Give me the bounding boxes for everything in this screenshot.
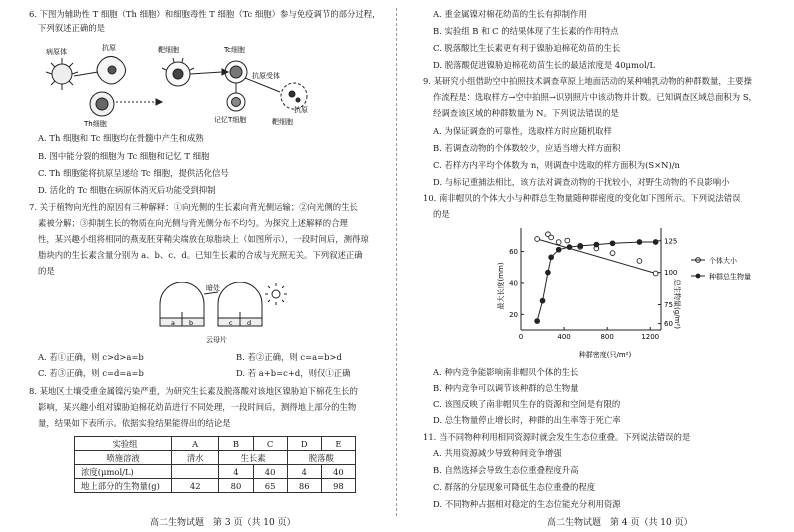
chart-point-series-2 [567, 245, 572, 250]
svg-text:a: a [171, 319, 175, 327]
chart-x-tick-label: 0 [518, 333, 524, 341]
chart-series-line-2 [537, 242, 655, 321]
q6-option-a: A. Th 细胞和 Tc 细胞均在骨髓中产生和成熟 [38, 133, 204, 143]
chart-ylabel-left: 最大长度(mm) [497, 262, 505, 310]
chart-point-series-2 [578, 243, 583, 248]
apc-cell-icon [97, 56, 126, 84]
svg-text:b: b [189, 319, 194, 327]
q7-stem-line4: 脂块内的生长素含量分别为 a、b、c、d。已知生长素的合成与光照无关。下列叙述正确 [38, 250, 363, 260]
q10-stem-line1: 10. 南非帽贝的个体大小与种群总生物量随种群密度的变化如下图所示。下列说法错误 [423, 193, 741, 203]
svg-text:记忆T细胞: 记忆T细胞 [214, 116, 247, 124]
svg-text:d: d [247, 319, 252, 327]
q6-option-c: C. Th 细胞能将抗原呈递给 Tc 细胞，提供活化信号 [38, 168, 229, 178]
legend-series-2: 种群总生物量 [709, 273, 751, 281]
chart-point-series-2 [653, 240, 658, 245]
chart-point-series-2 [549, 255, 554, 260]
q10-option-d: D. 总生物量停止增长时，种群的出生率等于死亡率 [433, 415, 621, 425]
q7-option-a: A. 若①正确，则 c>d>a=b [38, 352, 144, 362]
chart-point-series-2 [610, 241, 615, 246]
q9-stem-line2: 作流程是：选取样方→空中拍照→识别照片中该动物并计数。已知调查区域总面积为 S， [433, 92, 757, 102]
chart-yr-tick-label: 125 [664, 237, 678, 246]
q9-option-b: B. 若调查动物的个体数较少，应适当增大样方面积 [433, 143, 621, 153]
sun-icon [265, 283, 287, 305]
chart-point-series-2 [540, 298, 545, 303]
q9-option-d: D. 与标记重捕法相比，该方法对调查动物的干扰较小，对野生动物的不良影响小 [433, 177, 730, 187]
chart-point-series-1 [535, 237, 540, 242]
chart-x-tick-label: 400 [557, 333, 571, 341]
chart-point-series-2 [556, 247, 561, 252]
q9-stem-line3: 经调查该区域的种群数量为 N。下列说法错误的是 [433, 108, 619, 118]
chart-point-series-2 [637, 240, 642, 245]
chart-point-series-1 [549, 235, 554, 240]
q6-stem-line1: 6. 下图为辅助性 T 细胞（Th 细胞）和细胞毒性 T 细胞（Tc 细胞）参与免疫调节的部分过程， [29, 9, 381, 19]
chart-point-series-2 [594, 242, 599, 247]
chart-yr-tick-label: 60 [664, 320, 673, 329]
right-page [397, 0, 794, 532]
chart-legend [691, 256, 751, 281]
q6-immune-figure [36, 38, 316, 128]
q8-option-c: C. 脱落酸比生长素更有利于镍胁迫棉花幼苗的生长 [433, 43, 621, 53]
chart-ylabel-right: 总生物量(g/m²) [673, 279, 681, 329]
chart-point-series-1 [565, 238, 570, 243]
chart-point-series-2 [535, 319, 540, 324]
q10-option-a: A. 种内竞争能影响南非帽贝个体的生长 [433, 367, 579, 377]
q7-option-c: C. 若③正确，则 c=d=a=b [38, 368, 144, 378]
chart-point-series-1 [653, 271, 658, 276]
q8-results-table [74, 436, 356, 493]
svg-text:抗原: 抗原 [294, 106, 308, 114]
memory-cell-icon [227, 93, 245, 111]
svg-text:抗原: 抗原 [102, 44, 116, 52]
svg-text:靶细胞: 靶细胞 [272, 118, 293, 126]
q6-option-b: B. 图中能分裂的细胞为 Tc 细胞和记忆 T 细胞 [38, 151, 210, 161]
svg-text:c: c [229, 319, 233, 327]
table-row: 实验组 A B C D E [75, 437, 356, 451]
q6-stem-line2: 下列叙述正确的是 [38, 23, 105, 33]
chart-point-series-1 [556, 240, 561, 245]
chart-xlabel: 种群密度(只/m²) [578, 351, 632, 359]
left-page-footer: 高二生物试题 第 3 页（共 10 页） [150, 518, 296, 528]
q8-stem-line1: 8. 某地区土壤受重金属镍污染严重，为研究生长素及脱落酸对该地区镍胁迫下棉花生长的 [29, 386, 358, 396]
chart-x-tick-label: 1200 [641, 333, 660, 341]
q7-option-b: B. 若②正确，则 c=a=b>d [236, 352, 342, 362]
q11-option-a: A. 共用资源减少导致种间竞争增强 [433, 448, 562, 458]
chart-yl-tick-label: 20 [509, 310, 518, 319]
pathogen-icon [46, 58, 78, 90]
svg-text:Tc细胞: Tc细胞 [224, 46, 245, 54]
q8-option-d: D. 脱落酸促进镍胁迫棉花幼苗生长的最适浓度是 40μmol/L [433, 60, 656, 70]
chart-point-series-1 [610, 251, 615, 256]
q9-option-a: A. 为保证调查的可靠性，选取样方时应随机取样 [433, 126, 612, 136]
q10-stem-line2: 的是 [433, 209, 450, 219]
legend-series-1: 个体大小 [709, 257, 737, 265]
right-page-footer: 高二生物试题 第 4 页（共 10 页） [547, 518, 693, 528]
q6-option-d: D. 活化的 Tc 细胞在病原体消灭后功能受到抑制 [38, 185, 216, 195]
chart-yr-tick-label: 75 [664, 301, 673, 309]
svg-text:云母片: 云母片 [206, 336, 227, 344]
q8-option-b: B. 实验组 B 和 C 的结果体现了生长素的作用特点 [433, 26, 619, 36]
table-row: 浓度(μmol/L) 4 40 4 40 [75, 465, 356, 479]
svg-text:抗原受体: 抗原受体 [252, 72, 280, 80]
q9-stem-line1: 9. 某研究小组借助空中拍照技术调查草原上地面活动的某种哺乳动物的种群数量，主要操 [423, 76, 752, 86]
q8-stem-line3: 量，结果如下表所示。依据实验结果能得出的结论是 [38, 418, 231, 428]
chart-point-series-2 [546, 270, 551, 275]
q8-option-a: A. 重金属镍对棉花幼苗的生长有抑制作用 [433, 9, 587, 19]
q11-option-b: B. 自然选择会导致生态位重叠程度升高 [433, 465, 579, 475]
svg-text:靶细胞: 靶细胞 [158, 46, 179, 54]
target-cell-icon [162, 58, 194, 86]
q7-stem-line5: 的是 [38, 266, 55, 276]
q7-option-d: D. 若 a+b=c+d，则仅①正确 [236, 368, 351, 378]
q10-population-chart [493, 220, 783, 360]
svg-text:病原体: 病原体 [46, 48, 67, 56]
q10-option-c: C. 该图反映了南非帽贝生存的资源和空间是有限的 [433, 399, 621, 409]
q7-coleoptile-figure [148, 282, 298, 348]
q10-option-b: B. 种内竞争可以调节该种群的总生物量 [433, 383, 579, 393]
q7-stem-line3: 性，某兴趣小组将相同的燕麦胚芽鞘尖端放在琼脂块上（如图所示），一段时间后，测得琼 [38, 234, 369, 244]
q7-stem-line1: 7. 关于植物向光性的原因有三种解释：①向光侧的生长素向背光侧运输；②向光侧的生长 [29, 202, 358, 212]
q9-option-c: C. 若样方内平均个体数为 n，则调查中选取的样方面积为(S×N)/n [433, 160, 680, 170]
q11-option-d: D. 不同物种占据相对稳定的生态位能充分利用资源 [433, 499, 621, 509]
svg-text:Th细胞: Th细胞 [84, 120, 107, 128]
q8-stem-line2: 影响，某兴趣小组对镍胁迫棉花幼苗进行不同处理，一段时间后，测得地上部分的生物 [38, 402, 357, 412]
table-row: 地上部分的生物量(g) 42 80 65 86 98 [75, 479, 356, 493]
chart-yl-tick-label: 40 [509, 279, 518, 288]
chart-x-tick-label: 800 [600, 333, 614, 341]
q11-option-c: C. 群落的分层现象可降低生态位重叠的程度 [433, 482, 596, 492]
svg-text:暗处: 暗处 [206, 284, 220, 292]
table-row: 喷施溶液 清水 生长素 脱落酸 [75, 451, 356, 465]
chart-yr-tick-label: 100 [664, 269, 678, 278]
q7-stem-line2: 素被分解；③抑制生长的物质在向光侧与背光侧分布不均匀。为探究上述解释的合理 [38, 218, 348, 228]
chart-yl-tick-label: 60 [509, 248, 518, 257]
chart-point-series-1 [637, 259, 642, 264]
q11-stem: 11. 当不同物种利用相同资源时就会发生生态位重叠。下列说法错误的是 [423, 432, 691, 442]
th-cell-icon [90, 92, 114, 116]
